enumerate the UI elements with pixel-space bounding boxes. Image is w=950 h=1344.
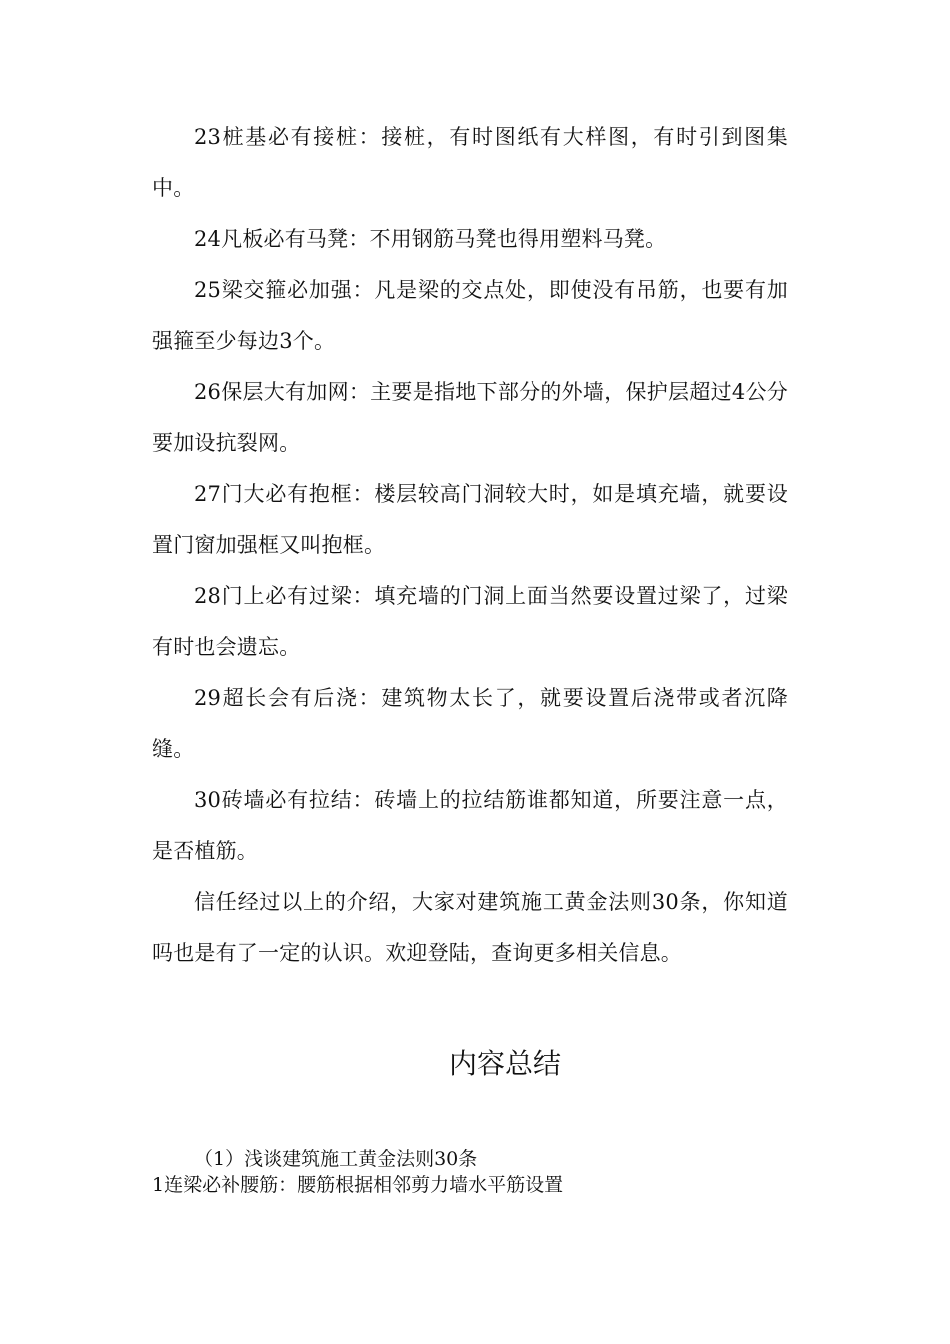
paragraph-25: 25梁交箍必加强：凡是梁的交点处，即使没有吊筋，也要有加强箍至少每边3个。 <box>152 278 788 353</box>
summary-subtitle: （1）浅谈建筑施工黄金法则30条 <box>194 1148 478 1170</box>
paragraph-30: 30砖墙必有拉结：砖墙上的拉结筋谁都知道，所要注意一点，是否植筋。 <box>152 788 788 863</box>
paragraph-26: 26保层大有加网：主要是指地下部分的外墙，保护层超过4公分要加设抗裂网。 <box>152 380 788 455</box>
paragraph-27: 27门大必有抱框：楼层较高门洞较大时，如是填充墙，就要设置门窗加强框又叫抱框。 <box>152 482 788 557</box>
paragraph-23: 23桩基必有接桩：接桩，有时图纸有大样图，有时引到图集中。 <box>152 125 788 200</box>
summary-title: 内容总结 <box>448 1047 561 1080</box>
closing-paragraph: 信任经过以上的介绍，大家对建筑施工黄金法则30条，你知道吗也是有了一定的认识。欢迎登陆，查询更多相关信息。 <box>152 890 788 965</box>
paragraph-24: 24凡板必有马凳：不用钢筋马凳也得用塑料马凳。 <box>194 227 667 251</box>
body-text <box>152 112 788 979</box>
summary-first-rule: 1连梁必补腰筋：腰筋根据相邻剪力墙水平筋设置 <box>152 1174 564 1196</box>
paragraph-28: 28门上必有过梁：填充墙的门洞上面当然要设置过梁了，过梁有时也会遗忘。 <box>152 584 788 659</box>
paragraph-29: 29超长会有后浇：建筑物太长了，就要设置后浇带或者沉降缝。 <box>152 686 788 761</box>
